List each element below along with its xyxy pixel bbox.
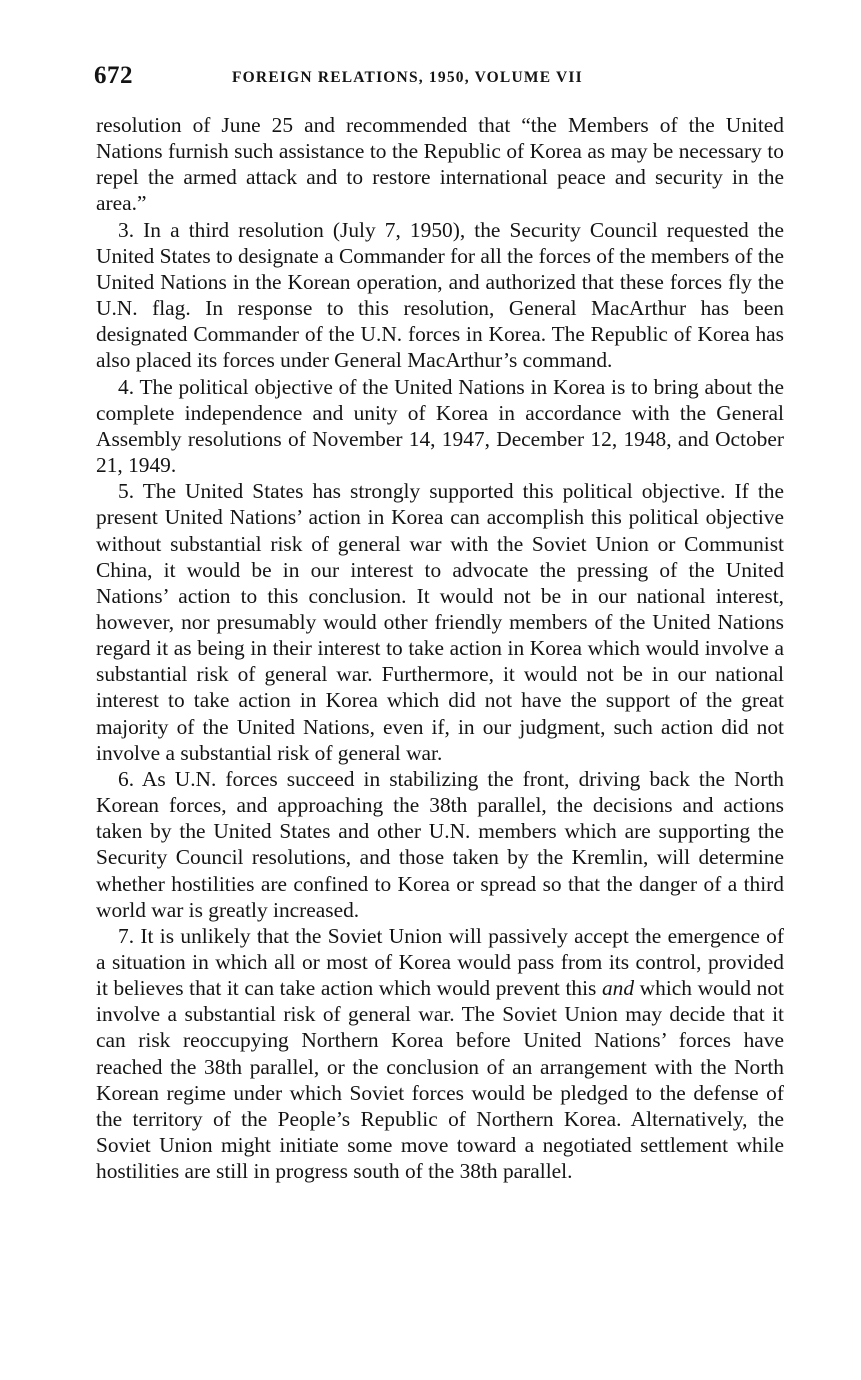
page-number: 672	[94, 62, 133, 89]
paragraph-3: 3. In a third resolution (July 7, 1950), the Security Council requested the United States to designate a Commander for all the forces of the members of the United Nations in the Korean operation, and authorized that these forces fly the U.N. flag. In response to this resolution, General MacArthur has been designated Commander of the U.N. forces in Korea. The Republic of Korea has also placed its forces under General MacArthur’s command.	[96, 217, 784, 373]
paragraph-5: 5. The United States has strongly supported this political objective. If the present United Nations’ action in Korea can accomplish this political objective without substantial risk of general war with the Soviet Union or Communist China, it would be in our interest to advocate the pressing of the United Nations’ action to this conclusion. It would not be in our national interest, however, nor presumably would other friendly members of the United Nations regard it as being in their interest to take action in Korea which would involve a substantial risk of general war. Furthermore, it would not be in our national interest to take action in Korea which did not have the support of the great majority of the United Nations, even if, in our judgment, such action did not involve a substantial risk of general war.	[96, 479, 784, 765]
paragraph-continuation: resolution of June 25 and recommended that “the Members of the United Nations furnish such assistance to the Republic of Korea as may be necessary to repel the armed attack and to restore international peace and security in the area.”	[96, 113, 784, 216]
running-head	[96, 62, 784, 98]
paragraph-4: 4. The political objective of the United Nations in Korea is to bring about the complete independence and unity of Korea in accordance with the General Assembly resolutions of November 14, 1947, December 12, 1948, and October 21, 1949.	[96, 374, 784, 478]
document-page	[96, 62, 784, 1184]
body-text	[96, 112, 784, 1184]
paragraph-7-text-before: 7. It is unlikely that the Soviet Union will passively accept the emergence of a situation in which all or most of Korea would pass from its control, provided it believes that it can take action which would prevent this	[96, 923, 784, 1001]
paragraph-7	[96, 923, 784, 1185]
running-title: FOREIGN RELATIONS, 1950, VOLUME VII	[232, 69, 583, 86]
paragraph-6: 6. As U.N. forces succeed in stabilizing the front, driving back the North Korean forces, and approaching the 38th parallel, the decisions and actions taken by the United States and other U.N. members which are supporting the Security Council resolutions, and those taken by the Kremlin, will determine whether hostilities are confined to Korea or spread so that the danger of a third world war is greatly increased.	[96, 766, 784, 922]
paragraph-7-emphasis: and	[601, 976, 635, 1001]
paragraph-7-text-after: which would not involve a substantial risk of general war. The Soviet Union may decide that it can risk reoccupying Northern Korea before United Nations’ forces have reached the 38th parallel, or the conclusion of an arrangement with the North Korean regime under which Soviet forces would be pledged to the defense of the territory of the People’s Republic of Northern Korea. Alternatively, the Soviet Union might initiate some move toward a negotiated settlement while hostilities are still in progress south of the 38th parallel.	[96, 976, 784, 1184]
